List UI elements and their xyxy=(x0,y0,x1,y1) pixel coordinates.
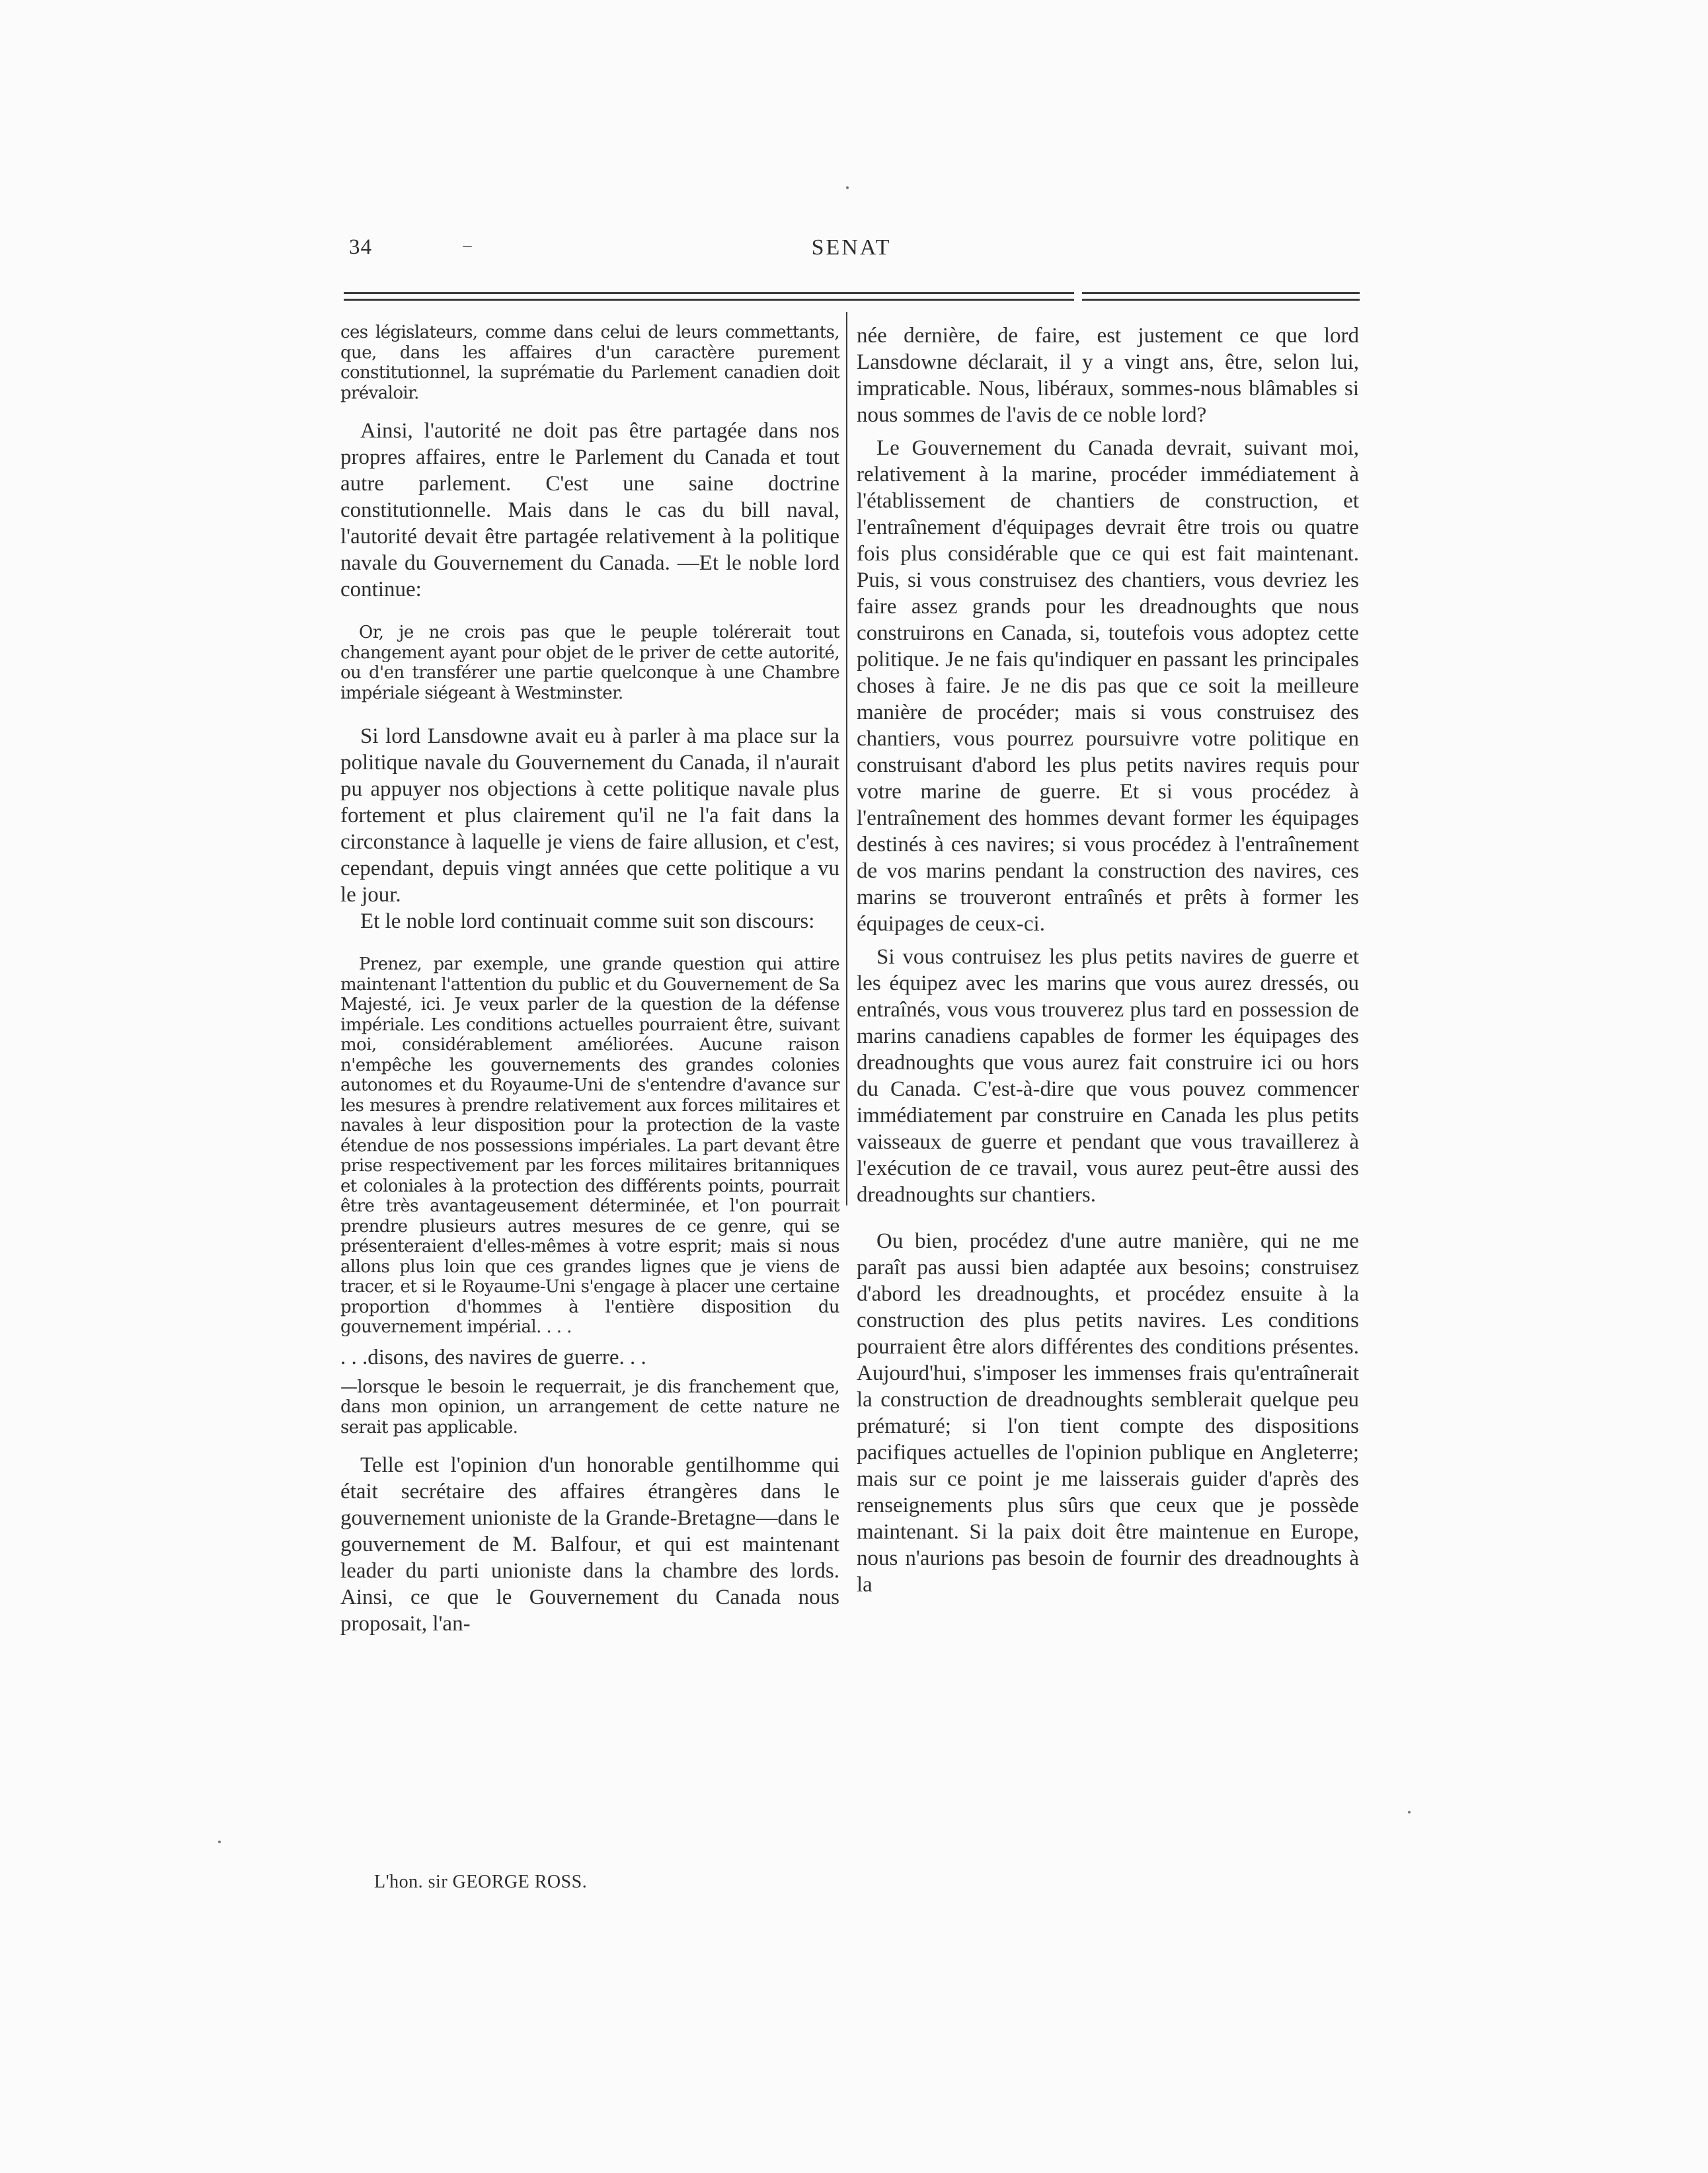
page-header xyxy=(342,235,1360,268)
quote-paragraph: —lorsque le besoin le requerrait, je dis franchement que, dans mon opinion, un arrangement de cette nature ne serait pas applicable. xyxy=(340,1377,839,1437)
body-paragraph: Si vous contruisez les plus petits navires de guerre et les équipez avec les marins que vous aurez dressés, ou entraînés, vous vous trouverez plus tard en possession de marins canadiens capables de former les équipages des dreadnoughts que vous aurez fait construire ici ou hors du Canada. C'est-à-dire que vous pouvez commencer immédiatement par construire en Canada les plus petits vaisseaux de guerre et pendant que vous travaillerez à l'exécution de ce travail, vous aurez peut-être aussi des dreadnoughts sur chantiers. xyxy=(857,945,1359,1207)
body-paragraph: Ou bien, procédez d'une autre manière, qui ne me paraît pas aussi bien adaptée aux besoins; construisez d'abord les dreadnoughts, et procédez ensuite à la construction des plus petits navires. Les conditions pourraient être alors différentes des conditions présentes. Aujourd'hui, s'imposer les immenses frais qu'entraînerait la construction de dreadnoughts semblerait quelque peu prématuré; si l'on tient compte des dispositions pacifiques actuelles de l'opinion publique en Angleterre; mais sur ce point je me laisserais guider d'après des renseignements plus sûrs que ceux que je possède maintenant. Si la paix doit être maintenue en Europe, nous n'aurions pas besoin de fournir des dreadnoughts à la xyxy=(857,1229,1359,1597)
quote-paragraph: Prenez, par exemple, une grande question qui attire maintenant l'attention du public et du Gouvernement de Sa Majesté, ici. Je veux parler de la question de la défense impériale. Les conditions actuelles pourraient être, suivant moi, considérablement améliorées. Aucune raison n'empêche les gouvernements des grandes colonies autonomes et du Royaume-Uni de s'entendre d'avance sur les mesures à prendre relativement aux forces militaires et navales à leur disposition pour la protection de la vaste étendue de nos possessions impériales. La part devant être prise respectivement par les forces militaires britanniques et coloniales à la protection des différents points, pourrait être très avantageusement déterminée, et l'on pourrait prendre plusieurs autres mesures de ce genre, qui se présenteraient d'elles-mêmes à votre esprit; mais si nous allons plus loin que ces grandes lignes que je viens de tracer, et si le Royaume-Uni s'engage à placer une certaine proportion d'hommes à l'entière disposition du gouvernement impérial. . . . xyxy=(340,954,839,1337)
body-paragraph: née dernière, de faire, est justement ce que lord Lansdowne déclarait, il y a vingt ans, être, selon lui, impraticable. Nous, libéraux, sommes-nous blâmables si nous sommes de l'avis de ce noble lord? xyxy=(857,324,1359,427)
body-paragraph: Ainsi, l'autorité ne doit pas être partagée dans nos propres affaires, entre le Parlement du Canada et tout autre parlement. C'est une saine doctrine constitutionnelle. Mais dans le cas du bill naval, l'autorité devait être partagée relativement à la politique navale du Gouvernement du Canada. —Et le noble lord continue: xyxy=(340,419,839,601)
quote-paragraph: ces législateurs, comme dans celui de leurs commettants, que, dans les affaires d'un caractère purement constitutionnel, la suprématie du Parlement canadien doit prévaloir. xyxy=(340,323,839,403)
left-column xyxy=(340,323,839,1637)
body-paragraph: Telle est l'opinion d'un honorable gentilhomme qui était secrétaire des affaires étrangères dans le gouvernement unioniste de la Grande-Bretagne—dans le gouvernement de M. Balfour, et qui est maintenant leader du parti unioniste dans la chambre des lords. Ainsi, ce que le Gouvernement du Canada nous proposait, l'an- xyxy=(340,1453,839,1636)
body-paragraph: Et le noble lord continuait comme suit son discours: xyxy=(360,909,815,933)
speaker-attribution: L'hon. sir GEORGE ROSS. xyxy=(374,1872,588,1892)
scan-speck xyxy=(846,186,849,189)
body-paragraph: Si lord Lansdowne avait eu à parler à ma place sur la politique navale du Gouvernement du Canada, il n'aurait pu appuyer nos objections à cette politique navale plus fortement et plus clairement qu'il ne l'a fait dans la circonstance à laquelle je viens de faire allusion, et c'est, cependant, depuis vingt années que cette politique a vu le jour. xyxy=(340,724,839,907)
right-column xyxy=(857,323,1359,1598)
scan-speck xyxy=(218,1841,221,1843)
running-head: SENAT xyxy=(811,235,892,260)
column-divider xyxy=(846,312,847,1205)
quote-paragraph: Or, je ne crois pas que le peuple tolérerait tout changement ayant pour objet de le priver de cette autorité, ou d'en transférer une partie quelconque à une Chambre impériale siégeant à Westminster. xyxy=(340,623,839,703)
header-rule-right xyxy=(1082,292,1360,301)
header-rule-left xyxy=(344,292,1074,301)
scan-speck xyxy=(463,246,472,247)
body-paragraph: Le Gouvernement du Canada devrait, suivant moi, relativement à la marine, procéder immédiatement à l'établissement de chantiers de construction, et l'entraînement d'équipages devrait être trois ou quatre fois plus considérable que ce qui est fait maintenant. Puis, si vous construisez des chantiers, vous devriez les faire assez grands pour les dreadnoughts que nous construirons en Canada, si, toutefois vous adoptez cette politique. Je ne fais qu'indiquer en passant les principales choses à faire. Je ne dis pas que ce soit la meilleure manière de procéder; mais si vous construisez des chantiers, vous pourrez poursuivre votre politique en construisant d'abord les plus petits navires requis pour votre marine de guerre. Et si vous procédez à l'entraînement des hommes devant former les équipages destinés à ces navires; si vous procédez à l'entraînement de vos marins pendant la construction des navires, ces marins se trouveront entraînés et prêts à former les équipages de ceux-ci. xyxy=(857,436,1359,936)
scan-speck xyxy=(1408,1811,1411,1813)
page-number: 34 xyxy=(349,235,372,259)
body-paragraph: . . .disons, des navires de guerre. . . xyxy=(340,1345,646,1369)
